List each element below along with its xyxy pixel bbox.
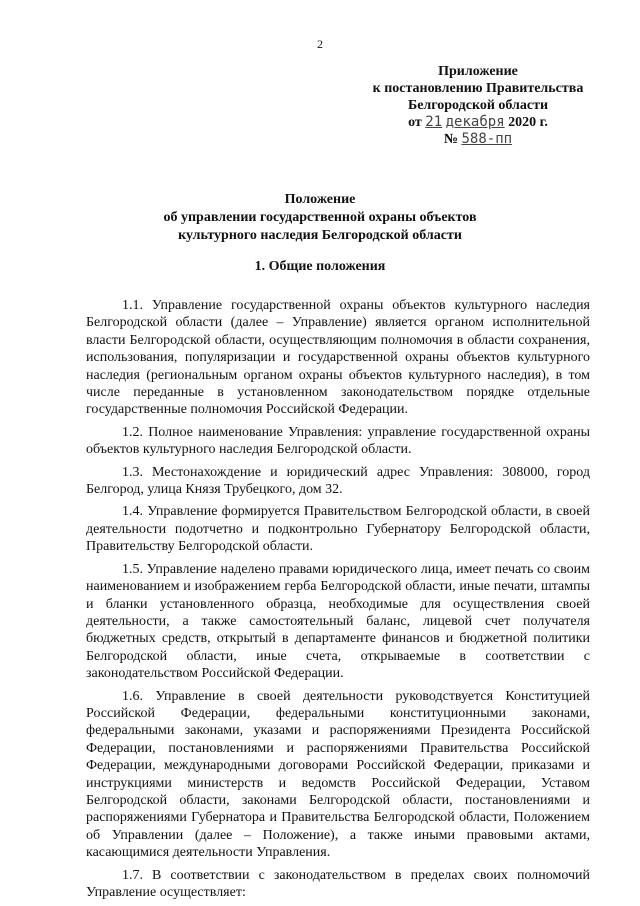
date-day: 21 xyxy=(425,114,443,130)
body-text xyxy=(86,297,590,906)
number-prefix: № xyxy=(443,132,458,147)
page-number: 2 xyxy=(317,37,323,51)
paragraph-1-4: 1.4. Управление формируется Правительством Белгородской области, в своей деятельности подотчетно и подконтрольно Губернатору Белгородской области, Правительству Белгородской области. xyxy=(86,504,590,555)
title-line-3: культурного наследия Белгородской области xyxy=(178,228,462,243)
date-month: декабря xyxy=(445,114,505,130)
approval-block xyxy=(350,63,606,148)
paragraph-1-1: 1.1. Управление государственной охраны объектов культурного наследия Белгородской области (далее – Управление) является органом исполнительной власти Белгородской области, осуществляющим полномочия в области сохранения, использования, популяризации и государственной охраны объектов культурного наследия (региональным органом охраны объектов культурного наследия), в том числе переданные в установленном законодательством порядке отдельные государственные полномочия Российской Федерации. xyxy=(86,298,590,418)
date-year: 2020 г. xyxy=(508,115,548,130)
paragraph-1-2: 1.2. Полное наименование Управления: управление государственной охраны объектов культурного наследия Белгородской области. xyxy=(86,424,590,458)
paragraph-1-3: 1.3. Местонахождение и юридический адрес Управления: 308000, город Белгород, улица Князя Трубецкого, дом 32. xyxy=(86,464,590,498)
approval-region: Белгородской области xyxy=(407,98,549,113)
title-line-1: Положение xyxy=(284,192,356,207)
paragraph-1-5: 1.5. Управление наделено правами юридического лица, имеет печать со своим наименованием и изображением герба Белгородской области, иные печати, штампы и бланки установленного образца, необходимые для осуществления своей деятельности, а также самостоятельный баланс, лицевой счет получателя бюджетных средств, открытый в департаменте финансов и бюджетной политики Белгородской области, иные счета, открываемые в соответствии с законодательством Российской Федерации. xyxy=(86,561,590,682)
approval-title: Приложение xyxy=(438,64,518,79)
approval-resolution: к постановлению Правительства xyxy=(372,81,584,96)
title-line-2: об управлении государственной охраны объектов xyxy=(163,210,477,225)
document-title xyxy=(0,191,640,245)
paragraph-1-7: 1.7. В соответствии с законодательством в пределах своих полномочий Управление осуществляет: xyxy=(86,867,590,900)
approval-number xyxy=(350,131,606,148)
paragraph-1-6: 1.6. Управление в своей деятельности руководствуется Конституцией Российской Федерации, федеральными конституционными законами, федеральными законами, указами и распоряжениями Президента Российской Федерации, постановлениями и распоряжениями Правительства Российской Федерации, международными договорами Российской Федерации, приказами и инструкциями министерств и ведомств Российской Федерации, Уставом Белгородской области, законами Белгородской области, постановлениями и распоряжениями Губернатора и Правительства Белгородской области, Положением об Управлении (далее – Положение), а также иными правовыми актами, касающимися деятельности Управления. xyxy=(86,688,590,861)
date-prefix: от xyxy=(408,115,422,130)
number-value: 588-пп xyxy=(461,131,513,147)
approval-date xyxy=(350,114,606,131)
section-heading: 1. Общие положения xyxy=(254,259,386,274)
